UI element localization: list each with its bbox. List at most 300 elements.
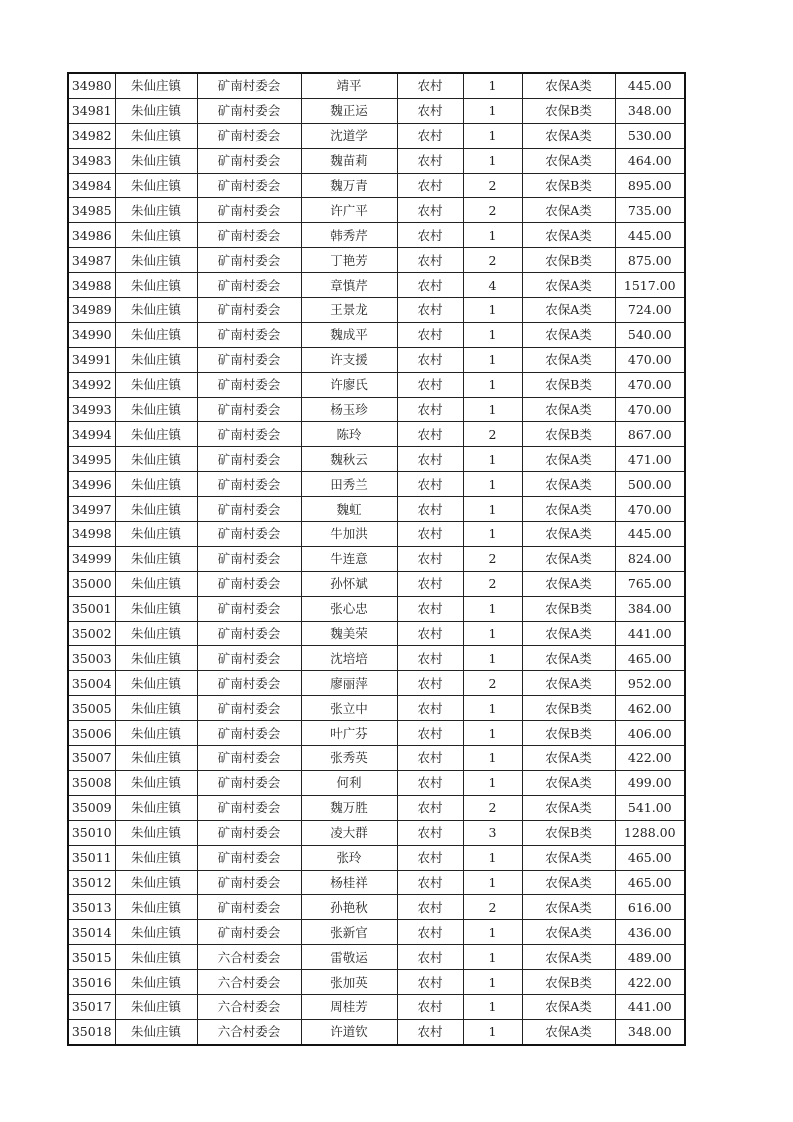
table-row [68, 646, 685, 671]
category-cell: 农保A类 [522, 73, 615, 98]
area-type-cell: 农村 [397, 671, 463, 696]
table-row [68, 795, 685, 820]
village-cell: 矿南村委会 [197, 646, 301, 671]
amount-cell: 422.00 [615, 970, 685, 995]
amount-cell: 384.00 [615, 596, 685, 621]
area-type-cell: 农村 [397, 696, 463, 721]
table-row [68, 173, 685, 198]
count-cell: 1 [463, 994, 522, 1019]
area-type-cell: 农村 [397, 621, 463, 646]
town-cell: 朱仙庄镇 [115, 322, 197, 347]
name-cell: 田秀兰 [301, 472, 397, 497]
name-cell: 丁艳芳 [301, 248, 397, 273]
area-type-cell: 农村 [397, 372, 463, 397]
id-cell: 34991 [68, 347, 115, 372]
village-cell: 矿南村委会 [197, 895, 301, 920]
name-cell: 陈玲 [301, 422, 397, 447]
name-cell: 魏正运 [301, 98, 397, 123]
area-type-cell: 农村 [397, 970, 463, 995]
name-cell: 许道钦 [301, 1019, 397, 1044]
id-cell: 35013 [68, 895, 115, 920]
id-cell: 35016 [68, 970, 115, 995]
village-cell: 矿南村委会 [197, 422, 301, 447]
town-cell: 朱仙庄镇 [115, 123, 197, 148]
amount-cell: 465.00 [615, 845, 685, 870]
category-cell: 农保A类 [522, 895, 615, 920]
town-cell: 朱仙庄镇 [115, 472, 197, 497]
name-cell: 张秀英 [301, 746, 397, 771]
count-cell: 2 [463, 671, 522, 696]
table-row [68, 721, 685, 746]
count-cell: 2 [463, 198, 522, 223]
area-type-cell: 农村 [397, 198, 463, 223]
category-cell: 农保A类 [522, 621, 615, 646]
area-type-cell: 农村 [397, 870, 463, 895]
id-cell: 35006 [68, 721, 115, 746]
village-cell: 矿南村委会 [197, 746, 301, 771]
town-cell: 朱仙庄镇 [115, 795, 197, 820]
id-cell: 35003 [68, 646, 115, 671]
village-cell: 矿南村委会 [197, 671, 301, 696]
area-type-cell: 农村 [397, 746, 463, 771]
amount-cell: 348.00 [615, 98, 685, 123]
name-cell: 许廖氏 [301, 372, 397, 397]
id-cell: 35002 [68, 621, 115, 646]
village-cell: 矿南村委会 [197, 198, 301, 223]
amount-cell: 465.00 [615, 646, 685, 671]
category-cell: 农保A类 [522, 920, 615, 945]
name-cell: 张新官 [301, 920, 397, 945]
town-cell: 朱仙庄镇 [115, 721, 197, 746]
village-cell: 矿南村委会 [197, 273, 301, 298]
id-cell: 34988 [68, 273, 115, 298]
amount-cell: 500.00 [615, 472, 685, 497]
town-cell: 朱仙庄镇 [115, 347, 197, 372]
name-cell: 牛连意 [301, 546, 397, 571]
amount-cell: 724.00 [615, 298, 685, 323]
town-cell: 朱仙庄镇 [115, 621, 197, 646]
town-cell: 朱仙庄镇 [115, 248, 197, 273]
amount-cell: 735.00 [615, 198, 685, 223]
area-type-cell: 农村 [397, 571, 463, 596]
table-row [68, 895, 685, 920]
amount-cell: 445.00 [615, 522, 685, 547]
table-row [68, 970, 685, 995]
town-cell: 朱仙庄镇 [115, 970, 197, 995]
table-row [68, 198, 685, 223]
id-cell: 35001 [68, 596, 115, 621]
amount-cell: 470.00 [615, 347, 685, 372]
count-cell: 1 [463, 770, 522, 795]
name-cell: 牛加洪 [301, 522, 397, 547]
village-cell: 矿南村委会 [197, 497, 301, 522]
amount-cell: 464.00 [615, 148, 685, 173]
id-cell: 35007 [68, 746, 115, 771]
category-cell: 农保B类 [522, 820, 615, 845]
count-cell: 1 [463, 372, 522, 397]
count-cell: 2 [463, 571, 522, 596]
village-cell: 矿南村委会 [197, 596, 301, 621]
table-row [68, 994, 685, 1019]
count-cell: 2 [463, 248, 522, 273]
name-cell: 韩秀芹 [301, 223, 397, 248]
area-type-cell: 农村 [397, 845, 463, 870]
table-row [68, 621, 685, 646]
area-type-cell: 农村 [397, 795, 463, 820]
village-cell: 矿南村委会 [197, 73, 301, 98]
town-cell: 朱仙庄镇 [115, 571, 197, 596]
category-cell: 农保B类 [522, 248, 615, 273]
village-cell: 矿南村委会 [197, 298, 301, 323]
count-cell: 4 [463, 273, 522, 298]
area-type-cell: 农村 [397, 1019, 463, 1044]
town-cell: 朱仙庄镇 [115, 770, 197, 795]
name-cell: 孙艳秋 [301, 895, 397, 920]
village-cell: 矿南村委会 [197, 347, 301, 372]
count-cell: 1 [463, 945, 522, 970]
town-cell: 朱仙庄镇 [115, 646, 197, 671]
category-cell: 农保A类 [522, 646, 615, 671]
area-type-cell: 农村 [397, 646, 463, 671]
area-type-cell: 农村 [397, 123, 463, 148]
id-cell: 35005 [68, 696, 115, 721]
table-row [68, 596, 685, 621]
village-cell: 矿南村委会 [197, 148, 301, 173]
name-cell: 沈培培 [301, 646, 397, 671]
village-cell: 六合村委会 [197, 1019, 301, 1044]
town-cell: 朱仙庄镇 [115, 820, 197, 845]
category-cell: 农保B类 [522, 596, 615, 621]
name-cell: 张心忠 [301, 596, 397, 621]
town-cell: 朱仙庄镇 [115, 994, 197, 1019]
area-type-cell: 农村 [397, 820, 463, 845]
count-cell: 1 [463, 746, 522, 771]
village-cell: 六合村委会 [197, 945, 301, 970]
area-type-cell: 农村 [397, 73, 463, 98]
amount-cell: 462.00 [615, 696, 685, 721]
town-cell: 朱仙庄镇 [115, 870, 197, 895]
amount-cell: 470.00 [615, 397, 685, 422]
amount-cell: 952.00 [615, 671, 685, 696]
village-cell: 矿南村委会 [197, 621, 301, 646]
category-cell: 农保A类 [522, 322, 615, 347]
id-cell: 35014 [68, 920, 115, 945]
id-cell: 35018 [68, 1019, 115, 1044]
id-cell: 34997 [68, 497, 115, 522]
count-cell: 2 [463, 546, 522, 571]
name-cell: 凌大群 [301, 820, 397, 845]
amount-cell: 441.00 [615, 994, 685, 1019]
category-cell: 农保A类 [522, 447, 615, 472]
category-cell: 农保A类 [522, 845, 615, 870]
count-cell: 1 [463, 646, 522, 671]
village-cell: 矿南村委会 [197, 696, 301, 721]
category-cell: 农保A类 [522, 945, 615, 970]
village-cell: 矿南村委会 [197, 447, 301, 472]
table-row [68, 447, 685, 472]
name-cell: 魏万胜 [301, 795, 397, 820]
area-type-cell: 农村 [397, 994, 463, 1019]
category-cell: 农保A类 [522, 746, 615, 771]
town-cell: 朱仙庄镇 [115, 98, 197, 123]
amount-cell: 1288.00 [615, 820, 685, 845]
category-cell: 农保A类 [522, 148, 615, 173]
table-row [68, 522, 685, 547]
id-cell: 34999 [68, 546, 115, 571]
amount-cell: 540.00 [615, 322, 685, 347]
id-cell: 34980 [68, 73, 115, 98]
amount-cell: 348.00 [615, 1019, 685, 1044]
town-cell: 朱仙庄镇 [115, 148, 197, 173]
name-cell: 王景龙 [301, 298, 397, 323]
table-row [68, 422, 685, 447]
id-cell: 35012 [68, 870, 115, 895]
id-cell: 34985 [68, 198, 115, 223]
id-cell: 35010 [68, 820, 115, 845]
amount-cell: 445.00 [615, 223, 685, 248]
name-cell: 魏成平 [301, 322, 397, 347]
village-cell: 矿南村委会 [197, 397, 301, 422]
table-row [68, 497, 685, 522]
town-cell: 朱仙庄镇 [115, 1019, 197, 1044]
category-cell: 农保A类 [522, 522, 615, 547]
count-cell: 1 [463, 870, 522, 895]
area-type-cell: 农村 [397, 347, 463, 372]
village-cell: 矿南村委会 [197, 770, 301, 795]
category-cell: 农保B类 [522, 372, 615, 397]
amount-cell: 470.00 [615, 497, 685, 522]
count-cell: 3 [463, 820, 522, 845]
count-cell: 1 [463, 721, 522, 746]
id-cell: 35017 [68, 994, 115, 1019]
category-cell: 农保B类 [522, 173, 615, 198]
category-cell: 农保A类 [522, 273, 615, 298]
table-row [68, 746, 685, 771]
table-row [68, 820, 685, 845]
name-cell: 靖平 [301, 73, 397, 98]
amount-cell: 465.00 [615, 870, 685, 895]
table-row [68, 123, 685, 148]
village-cell: 矿南村委会 [197, 248, 301, 273]
table-row [68, 472, 685, 497]
count-cell: 1 [463, 596, 522, 621]
village-cell: 矿南村委会 [197, 721, 301, 746]
name-cell: 廖丽萍 [301, 671, 397, 696]
village-cell: 矿南村委会 [197, 472, 301, 497]
table-row [68, 571, 685, 596]
town-cell: 朱仙庄镇 [115, 596, 197, 621]
area-type-cell: 农村 [397, 447, 463, 472]
amount-cell: 445.00 [615, 73, 685, 98]
table-row [68, 870, 685, 895]
town-cell: 朱仙庄镇 [115, 845, 197, 870]
count-cell: 1 [463, 497, 522, 522]
amount-cell: 765.00 [615, 571, 685, 596]
amount-cell: 530.00 [615, 123, 685, 148]
id-cell: 34992 [68, 372, 115, 397]
table-row [68, 945, 685, 970]
count-cell: 1 [463, 123, 522, 148]
village-cell: 矿南村委会 [197, 173, 301, 198]
area-type-cell: 农村 [397, 298, 463, 323]
name-cell: 魏美荣 [301, 621, 397, 646]
table-row [68, 73, 685, 98]
category-cell: 农保A类 [522, 1019, 615, 1044]
town-cell: 朱仙庄镇 [115, 671, 197, 696]
area-type-cell: 农村 [397, 322, 463, 347]
table-row [68, 148, 685, 173]
village-cell: 矿南村委会 [197, 123, 301, 148]
area-type-cell: 农村 [397, 397, 463, 422]
village-cell: 矿南村委会 [197, 546, 301, 571]
category-cell: 农保A类 [522, 571, 615, 596]
town-cell: 朱仙庄镇 [115, 198, 197, 223]
town-cell: 朱仙庄镇 [115, 73, 197, 98]
name-cell: 何利 [301, 770, 397, 795]
count-cell: 1 [463, 73, 522, 98]
town-cell: 朱仙庄镇 [115, 497, 197, 522]
amount-cell: 489.00 [615, 945, 685, 970]
name-cell: 魏万青 [301, 173, 397, 198]
count-cell: 1 [463, 322, 522, 347]
count-cell: 1 [463, 447, 522, 472]
category-cell: 农保A类 [522, 870, 615, 895]
name-cell: 杨桂祥 [301, 870, 397, 895]
count-cell: 1 [463, 347, 522, 372]
table-row [68, 372, 685, 397]
area-type-cell: 农村 [397, 248, 463, 273]
village-cell: 矿南村委会 [197, 820, 301, 845]
amount-cell: 406.00 [615, 721, 685, 746]
id-cell: 35000 [68, 571, 115, 596]
town-cell: 朱仙庄镇 [115, 522, 197, 547]
name-cell: 许支援 [301, 347, 397, 372]
id-cell: 34982 [68, 123, 115, 148]
category-cell: 农保A类 [522, 223, 615, 248]
town-cell: 朱仙庄镇 [115, 920, 197, 945]
area-type-cell: 农村 [397, 173, 463, 198]
category-cell: 农保A类 [522, 497, 615, 522]
category-cell: 农保B类 [522, 696, 615, 721]
area-type-cell: 农村 [397, 920, 463, 945]
table-row [68, 248, 685, 273]
village-cell: 矿南村委会 [197, 870, 301, 895]
village-cell: 矿南村委会 [197, 322, 301, 347]
name-cell: 周桂芳 [301, 994, 397, 1019]
town-cell: 朱仙庄镇 [115, 372, 197, 397]
id-cell: 34983 [68, 148, 115, 173]
count-cell: 1 [463, 621, 522, 646]
id-cell: 35009 [68, 795, 115, 820]
id-cell: 35011 [68, 845, 115, 870]
area-type-cell: 农村 [397, 273, 463, 298]
amount-cell: 441.00 [615, 621, 685, 646]
data-table [67, 72, 686, 1046]
category-cell: 农保A类 [522, 795, 615, 820]
category-cell: 农保A类 [522, 397, 615, 422]
name-cell: 张加英 [301, 970, 397, 995]
town-cell: 朱仙庄镇 [115, 746, 197, 771]
name-cell: 张玲 [301, 845, 397, 870]
count-cell: 1 [463, 522, 522, 547]
name-cell: 魏秋云 [301, 447, 397, 472]
category-cell: 农保A类 [522, 546, 615, 571]
amount-cell: 541.00 [615, 795, 685, 820]
id-cell: 34981 [68, 98, 115, 123]
area-type-cell: 农村 [397, 497, 463, 522]
name-cell: 许广平 [301, 198, 397, 223]
count-cell: 2 [463, 895, 522, 920]
area-type-cell: 农村 [397, 472, 463, 497]
table-row [68, 298, 685, 323]
id-cell: 34984 [68, 173, 115, 198]
category-cell: 农保A类 [522, 198, 615, 223]
table-body [68, 73, 685, 1045]
area-type-cell: 农村 [397, 895, 463, 920]
village-cell: 矿南村委会 [197, 522, 301, 547]
table-row [68, 1019, 685, 1044]
village-cell: 矿南村委会 [197, 372, 301, 397]
name-cell: 沈道学 [301, 123, 397, 148]
area-type-cell: 农村 [397, 422, 463, 447]
village-cell: 矿南村委会 [197, 795, 301, 820]
amount-cell: 1517.00 [615, 273, 685, 298]
village-cell: 矿南村委会 [197, 920, 301, 945]
category-cell: 农保A类 [522, 472, 615, 497]
count-cell: 1 [463, 98, 522, 123]
category-cell: 农保B类 [522, 970, 615, 995]
area-type-cell: 农村 [397, 148, 463, 173]
category-cell: 农保A类 [522, 123, 615, 148]
id-cell: 35008 [68, 770, 115, 795]
amount-cell: 471.00 [615, 447, 685, 472]
name-cell: 孙怀斌 [301, 571, 397, 596]
table-row [68, 273, 685, 298]
table-row [68, 546, 685, 571]
area-type-cell: 农村 [397, 98, 463, 123]
area-type-cell: 农村 [397, 770, 463, 795]
id-cell: 34996 [68, 472, 115, 497]
amount-cell: 470.00 [615, 372, 685, 397]
name-cell: 杨玉珍 [301, 397, 397, 422]
amount-cell: 895.00 [615, 173, 685, 198]
count-cell: 1 [463, 1019, 522, 1044]
area-type-cell: 农村 [397, 522, 463, 547]
id-cell: 35015 [68, 945, 115, 970]
town-cell: 朱仙庄镇 [115, 298, 197, 323]
area-type-cell: 农村 [397, 546, 463, 571]
category-cell: 农保B类 [522, 98, 615, 123]
category-cell: 农保A类 [522, 994, 615, 1019]
town-cell: 朱仙庄镇 [115, 223, 197, 248]
count-cell: 1 [463, 298, 522, 323]
table-row [68, 397, 685, 422]
table-row [68, 920, 685, 945]
name-cell: 张立中 [301, 696, 397, 721]
count-cell: 1 [463, 223, 522, 248]
amount-cell: 499.00 [615, 770, 685, 795]
category-cell: 农保A类 [522, 298, 615, 323]
amount-cell: 867.00 [615, 422, 685, 447]
amount-cell: 436.00 [615, 920, 685, 945]
area-type-cell: 农村 [397, 223, 463, 248]
town-cell: 朱仙庄镇 [115, 422, 197, 447]
id-cell: 34986 [68, 223, 115, 248]
count-cell: 1 [463, 696, 522, 721]
count-cell: 1 [463, 148, 522, 173]
village-cell: 六合村委会 [197, 994, 301, 1019]
amount-cell: 824.00 [615, 546, 685, 571]
